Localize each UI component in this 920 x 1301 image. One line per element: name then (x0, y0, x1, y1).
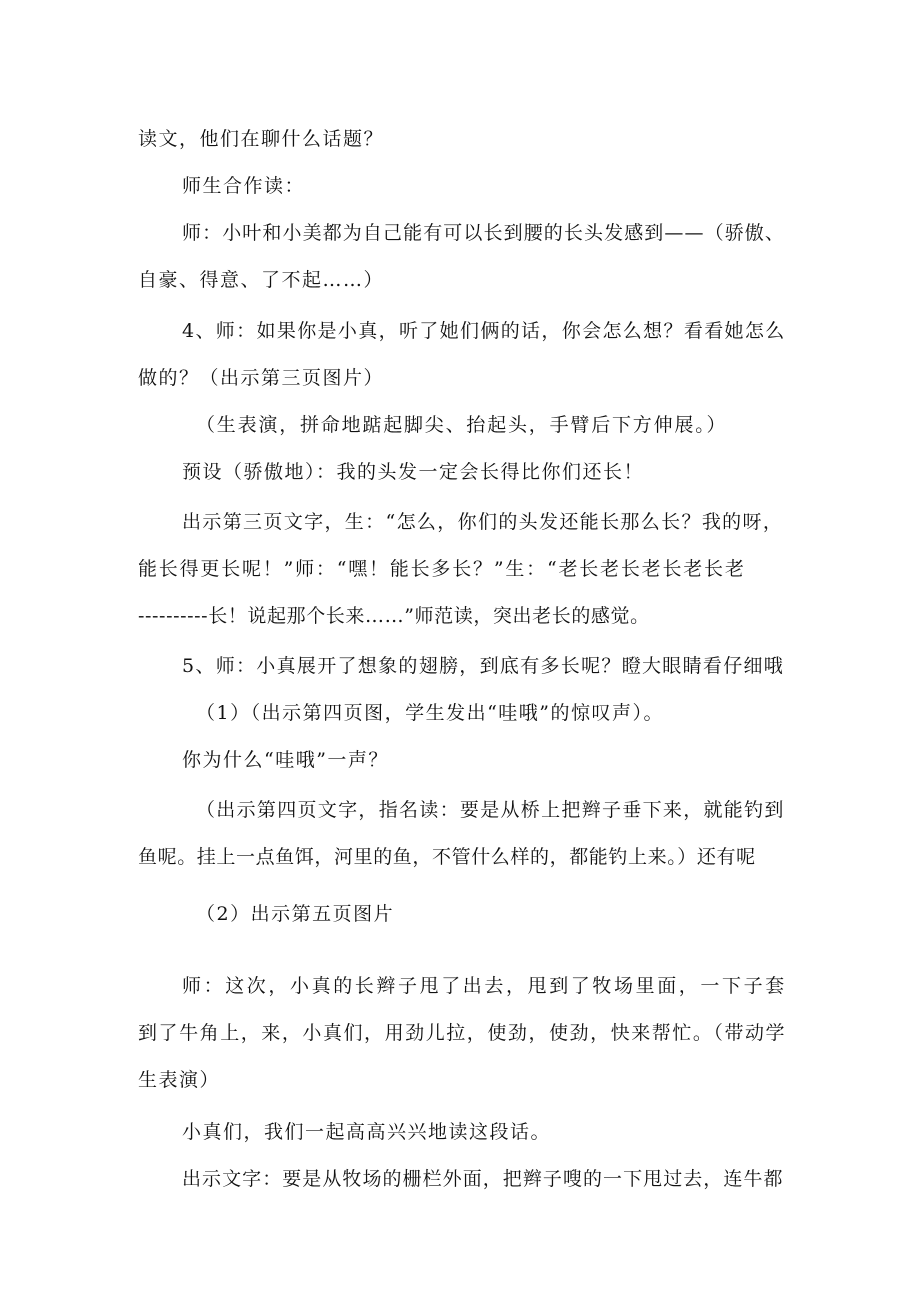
text-line: 小真们，我们一起高高兴兴地读这段话。 (182, 1121, 552, 1143)
text-line: 5、师：小真展开了想象的翅膀，到底有多长呢？瞪大眼睛看仔细哦 (182, 655, 785, 677)
text-line: ----------长！说起那个长来……”师范读，突出老长的感觉。 (138, 605, 650, 627)
text-line: 读文，他们在聊什么话题？ (138, 128, 385, 150)
text-line: 出示文字：要是从牧场的栅栏外面，把辫子嗖的一下甩过去，连牛都 (182, 1168, 784, 1190)
text-line: 自豪、得意、了不起……） (138, 269, 385, 291)
text-line: 做的？（出示第三页图片） (138, 367, 385, 389)
text-line: 预设（骄傲地）：我的头发一定会长得比你们还长！ (182, 461, 645, 483)
text-line: 出示第三页文字，生：“怎么，你们的头发还能长那么长？我的呀， (182, 511, 784, 533)
text-line: （生表演，拼命地踮起脚尖、抬起头，手臂后下方伸展。） (196, 414, 728, 436)
text-line: 鱼呢。挂上一点鱼饵，河里的鱼，不管什么样的，都能钓上来。）还有呢 (138, 846, 756, 868)
text-line: 4、师：如果你是小真，听了她们俩的话，你会怎么想？看看她怎么 (182, 320, 786, 342)
text-line: （1）（出示第四页图，学生发出“哇哦”的惊叹声）。 (196, 702, 665, 724)
text-line: （出示第四页文字，指名读：要是从桥上把辫子垂下来，就能钓到 (196, 799, 785, 821)
text-line: 能长得更长呢！”师：“嘿！能长多长？”生：“老长老长老长老长老 (138, 558, 746, 580)
text-line: （2）出示第五页图片 (196, 903, 395, 925)
text-line: 你为什么“哇哦”一声？ (182, 749, 389, 771)
text-line: 到了牛角上，来，小真们，用劲儿拉，使劲，使劲，快来帮忙。（带动学 (138, 1022, 787, 1044)
text-line: 师生合作读： (182, 175, 306, 197)
text-line: 生表演） (138, 1069, 221, 1091)
text-line: 师：这次，小真的长辫子甩了出去，甩到了牧场里面，一下子套 (182, 975, 787, 997)
text-line: 师：小叶和小美都为自己能有可以长到腰的长头发感到——（骄傲、 (182, 222, 786, 244)
